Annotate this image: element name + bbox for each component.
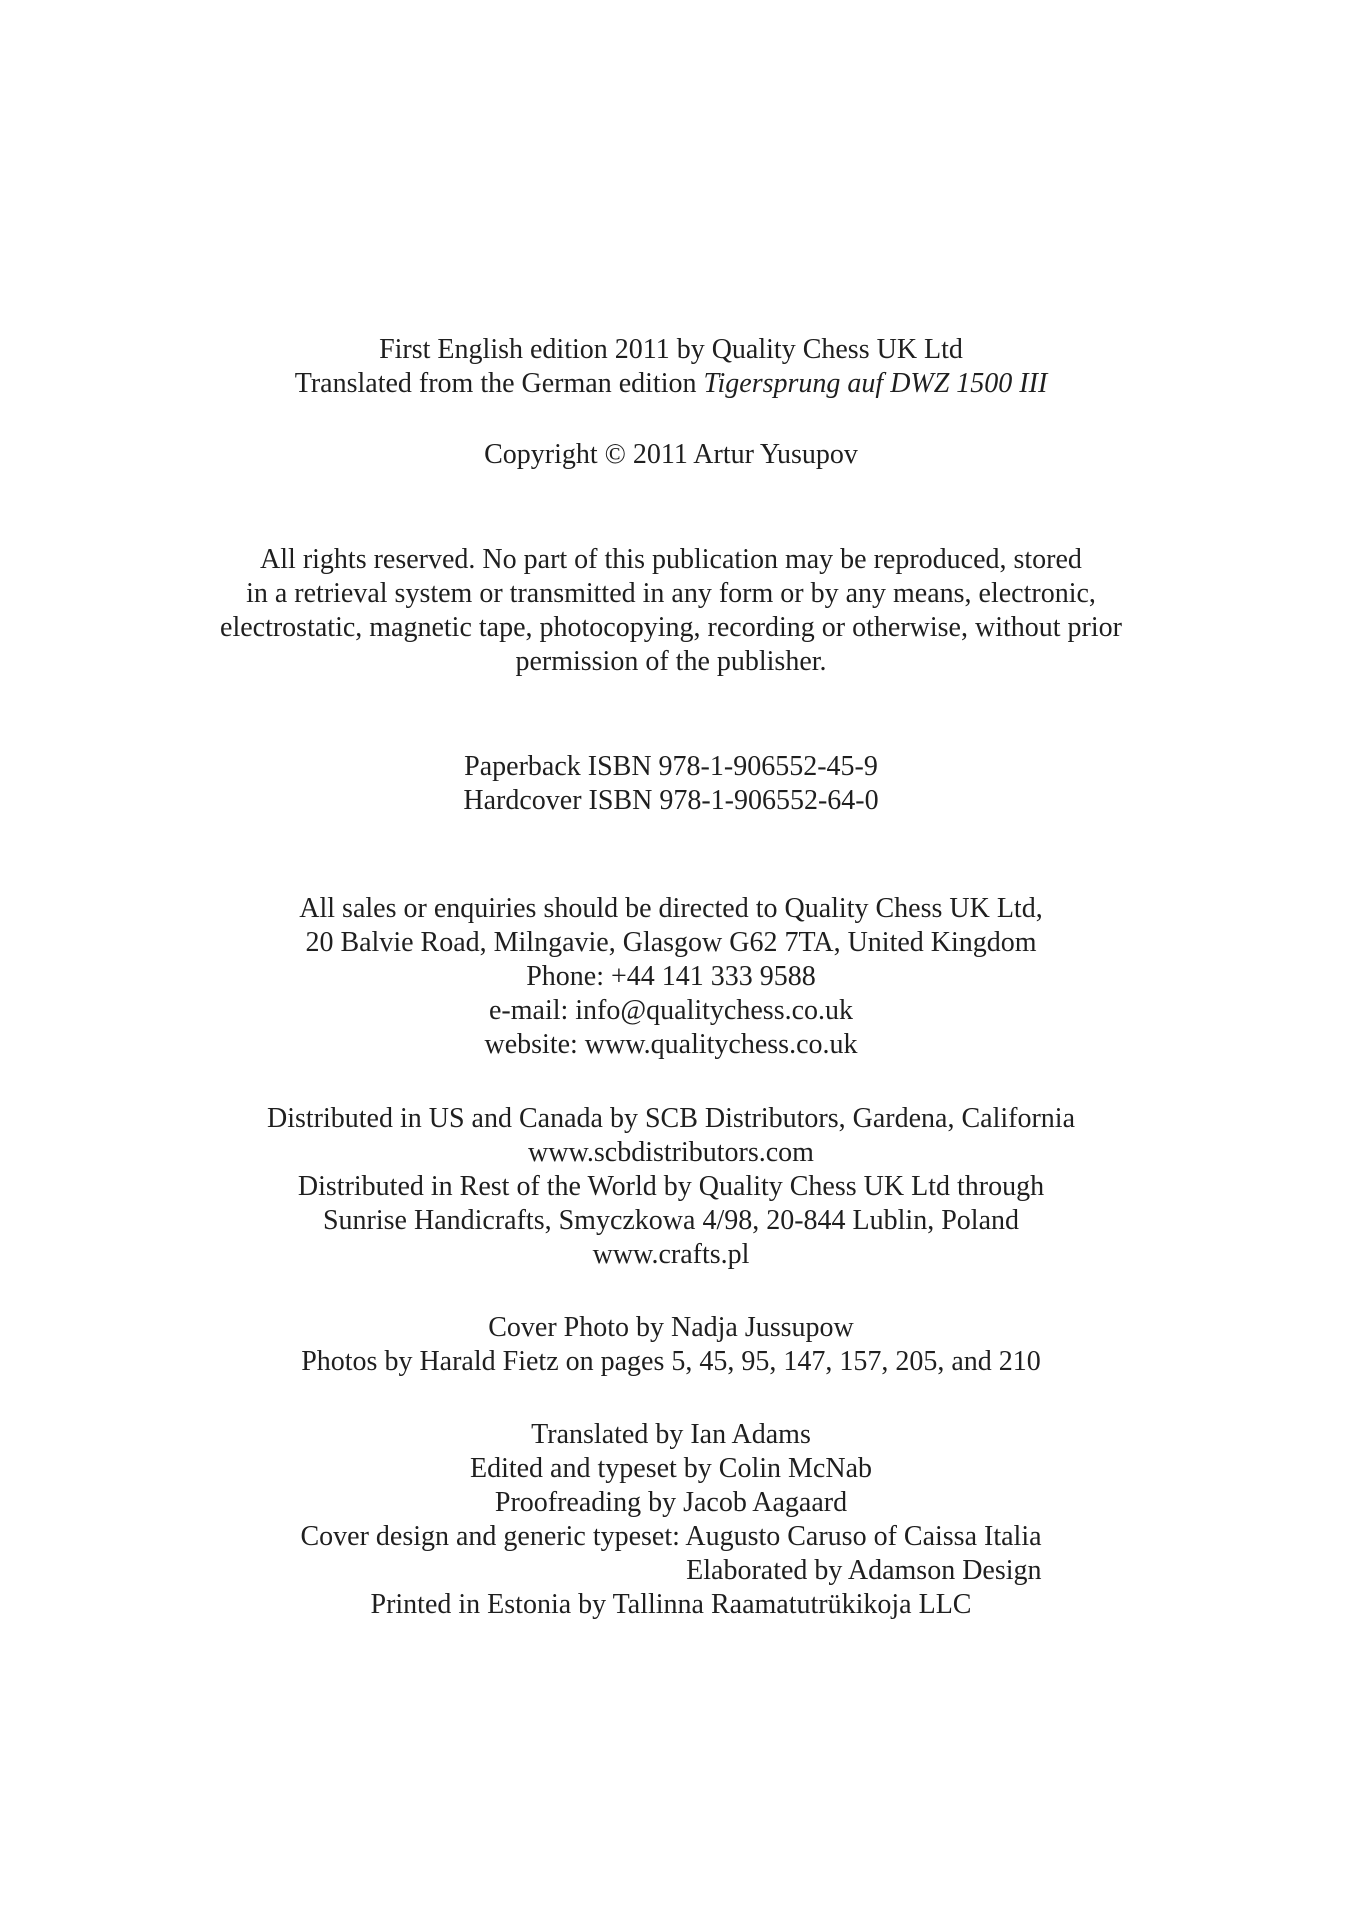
edition-statement <box>0 333 1342 401</box>
rights-reserved-paragraph <box>0 543 1342 679</box>
isbn-block <box>0 750 1342 818</box>
elaboration-credit: Elaborated by Adamson Design <box>686 1555 1042 1586</box>
production-credits-block <box>300 1418 1041 1622</box>
distributor-us-canada: Distributed in US and Canada by SCB Distributors, Gardena, California <box>267 1103 1075 1134</box>
rights-line: in a retrieval system or transmitted in any form or by any means, electronic, <box>246 578 1096 609</box>
publisher-email: e-mail: info@qualitychess.co.uk <box>488 995 854 1026</box>
photo-credits-block <box>0 1311 1342 1379</box>
publisher-address: 20 Balvie Road, Milngavie, Glasgow G62 7TA, United Kingdom <box>305 927 1037 958</box>
rights-line: All rights reserved. No part of this publication may be reproduced, stored <box>260 544 1082 575</box>
publisher-contact-block <box>0 892 1342 1062</box>
translation-source-prefix: Translated from the German edition <box>294 368 704 399</box>
distributor-row-website: www.crafts.pl <box>592 1239 750 1270</box>
interior-photos-credit: Photos by Harald Fietz on pages 5, 45, 95, 147, 157, 205, and 210 <box>301 1346 1041 1377</box>
cover-design-credit: Cover design and generic typeset: Augusto Caruso of Caissa Italia <box>300 1521 1042 1552</box>
original-german-title: Tigersprung auf DWZ 1500 III <box>703 368 1048 399</box>
edition-line: First English edition 2011 by Quality Chess UK Ltd <box>379 334 963 365</box>
distributor-row-line: Distributed in Rest of the World by Quality Chess UK Ltd through <box>297 1171 1045 1202</box>
copyright-line: Copyright © 2011 Artur Yusupov <box>484 439 858 470</box>
distributor-us-website: www.scbdistributors.com <box>528 1137 814 1168</box>
publisher-website: website: www.qualitychess.co.uk <box>484 1029 858 1060</box>
printer-credit: Printed in Estonia by Tallinna Raamatutrükikoja LLC <box>370 1589 972 1620</box>
publisher-phone: Phone: +44 141 333 9588 <box>526 961 816 992</box>
sales-enquiries-line: All sales or enquiries should be directed to Quality Chess UK Ltd, <box>299 893 1043 924</box>
copyright-notice <box>0 438 1342 472</box>
distribution-block <box>0 1102 1342 1272</box>
cover-photo-credit: Cover Photo by Nadja Jussupow <box>488 1312 854 1343</box>
translation-source-line <box>0 367 1342 401</box>
distributor-row-address: Sunrise Handicrafts, Smyczkowa 4/98, 20-844 Lublin, Poland <box>322 1205 1019 1236</box>
paperback-isbn: Paperback ISBN 978-1-906552-45-9 <box>464 751 878 782</box>
rights-line: electrostatic, magnetic tape, photocopying, recording or otherwise, without prior <box>220 612 1122 643</box>
proofreading-credit: Proofreading by Jacob Aagaard <box>494 1487 848 1518</box>
editor-credit: Edited and typeset by Colin McNab <box>469 1453 873 1484</box>
translator-credit: Translated by Ian Adams <box>531 1419 811 1450</box>
hardcover-isbn: Hardcover ISBN 978-1-906552-64-0 <box>463 785 879 816</box>
rights-line: permission of the publisher. <box>515 646 827 677</box>
copyright-page-content <box>0 333 1342 1622</box>
